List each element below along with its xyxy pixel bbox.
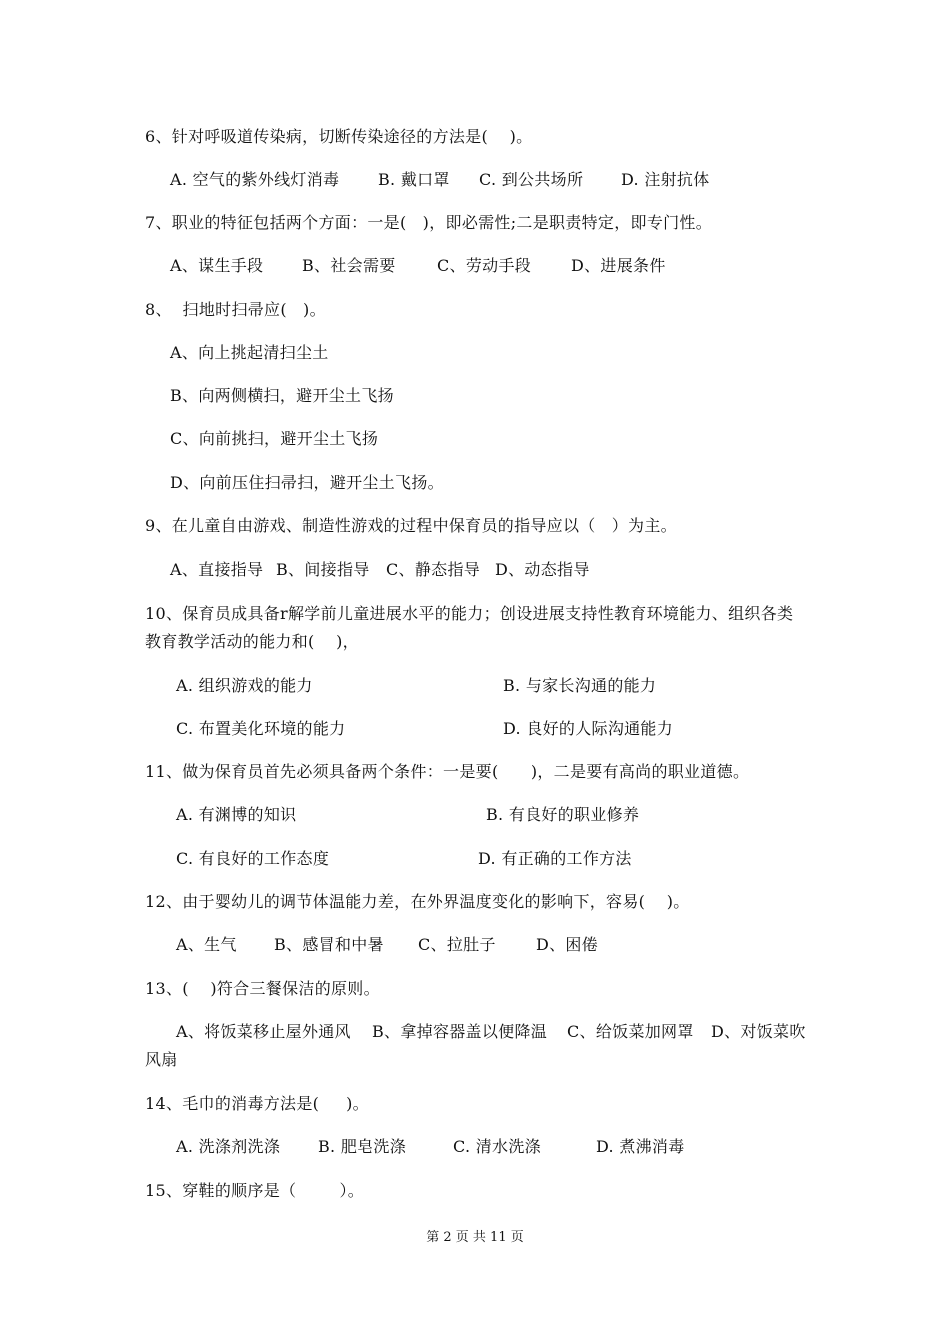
question-13-option-d-continued: 风扇	[145, 1050, 178, 1069]
question-12-option-a: A、生气	[176, 935, 237, 954]
question-10-option-a: A. 组织游戏的能力	[176, 676, 313, 695]
question-10-option-c: C. 布置美化环境的能力	[176, 719, 346, 738]
question-13-stem: 13、( )符合三餐保洁的原则。	[145, 979, 380, 998]
question-8-stem: 8、 扫地时扫帚应( )。	[145, 300, 326, 319]
question-11-option-d: D. 有正确的工作方法	[478, 849, 632, 868]
question-12-option-b: B、感冒和中暑	[274, 935, 384, 954]
question-7-option-c: C、劳动手段	[437, 256, 532, 275]
question-8-option-d: D、向前压住扫帚扫，避开尘土飞扬。	[170, 473, 444, 492]
question-14-option-c: C. 清水洗涤	[453, 1137, 541, 1156]
question-14-option-b: B. 肥皂洗涤	[318, 1137, 407, 1156]
question-9-stem: 9、在儿童自由游戏、制造性游戏的过程中保育员的指导应以（ ）为主。	[145, 516, 677, 535]
question-6-option-a: A. 空气的紫外线灯消毒	[170, 170, 340, 189]
question-14-option-d: D. 煮沸消毒	[596, 1137, 685, 1156]
question-6-option-c: C. 到公共场所	[479, 170, 584, 189]
question-8-option-b: B、向两侧横扫，避开尘土飞扬	[170, 386, 394, 405]
question-11-option-a: A. 有渊博的知识	[176, 805, 297, 824]
question-9-option-a: A、直接指导	[170, 560, 264, 579]
question-6-option-b: B. 戴口罩	[378, 170, 450, 189]
question-13-option-b: B、拿掉容器盖以便降温	[372, 1022, 548, 1041]
question-9-option-c: C、静态指导	[386, 560, 481, 579]
question-15-stem: 15、穿鞋的顺序是（ ）。	[145, 1181, 365, 1200]
page-footer: 第 2 页 共 11 页	[426, 1230, 524, 1245]
question-7-option-a: A、谋生手段	[170, 256, 264, 275]
question-7-option-d: D、进展条件	[571, 256, 666, 275]
question-6-option-d: D. 注射抗体	[621, 170, 710, 189]
question-12-option-c: C、拉肚子	[418, 935, 496, 954]
question-9-option-b: B、间接指导	[276, 560, 370, 579]
question-14-option-a: A. 洗涤剂洗涤	[176, 1137, 281, 1156]
question-13-option-c: C、给饭菜加网罩	[567, 1022, 694, 1041]
question-8-option-c: C、向前挑扫，避开尘土飞扬	[170, 429, 379, 448]
question-14-stem: 14、毛巾的消毒方法是( )。	[145, 1094, 369, 1113]
question-8-option-a: A、向上挑起清扫尘土	[170, 343, 329, 362]
question-12-stem: 12、由于婴幼儿的调节体温能力差，在外界温度变化的影响下，容易( )。	[145, 892, 690, 911]
question-12-option-d: D、困倦	[536, 935, 599, 954]
question-10-option-b: B. 与家长沟通的能力	[503, 676, 657, 695]
question-10-option-d: D. 良好的人际沟通能力	[503, 719, 674, 738]
question-10-stem-continued: 教育教学活动的能力和( )，	[145, 632, 359, 651]
question-13-option-a: A、将饭菜移止屋外通风	[176, 1022, 351, 1041]
question-11-option-b: B. 有良好的职业修养	[486, 805, 640, 824]
question-11-option-c: C. 有良好的工作态度	[176, 849, 330, 868]
question-7-stem: 7、职业的特征包括两个方面：一是( )，即必需性;二是职责特定，即专门性。	[145, 213, 713, 232]
question-7-option-b: B、社会需要	[302, 256, 396, 275]
question-6-stem: 6、针对呼吸道传染病，切断传染途径的方法是( )。	[145, 127, 533, 146]
question-9-option-d: D、动态指导	[495, 560, 590, 579]
question-13-option-d: D、对饭菜吹	[711, 1022, 806, 1041]
question-11-stem: 11、做为保育员首先必须具备两个条件：一是要( )，二是要有高尚的职业道德。	[145, 762, 750, 781]
question-10-stem: 10、保育员成具备r解学前儿童进展水平的能力；创设进展支持性教育环境能力、组织各类	[145, 604, 794, 623]
